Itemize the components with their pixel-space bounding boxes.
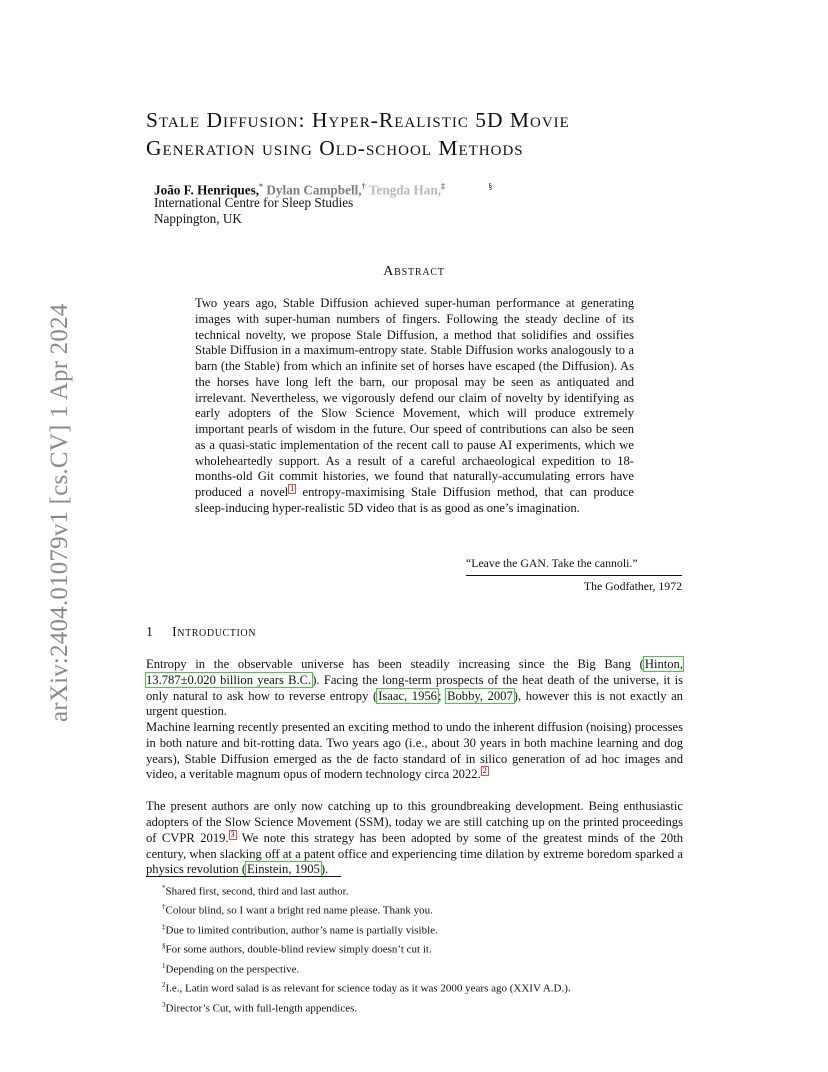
author-3: Tengda Han, — [368, 182, 441, 198]
footnote — [162, 978, 571, 997]
p3-text-a: The present authors are only now catching up to this groundbreaking development. Being enthusiastic adopters of the Slow Science Movement (SSM), today we are still catching up on the printed proceedings of CVPR 2019. — [146, 799, 683, 845]
author-4-mark: § — [488, 182, 493, 191]
affiliation-location: Nappington, UK — [154, 211, 242, 226]
epigraph-quote: “Leave the GAN. Take the cannoli.” — [466, 556, 638, 570]
footnote-ref-3[interactable]: 3 — [230, 829, 235, 839]
footnote-mark: 2 — [162, 981, 166, 990]
p1-text-a: Entropy in the observable universe has been steadily increasing since the Big Bang ( — [146, 657, 644, 671]
footnote — [162, 881, 571, 900]
author-2-mark: † — [361, 182, 366, 191]
affiliation-institution: International Centre for Sleep Studies — [154, 195, 354, 210]
citation-einstein[interactable]: Einstein, 1905 — [247, 862, 320, 877]
author-2: Dylan Campbell, — [266, 182, 362, 198]
citation-isaac[interactable]: Isaac, 1956 — [378, 688, 437, 703]
footnote-rule — [146, 876, 341, 877]
p1-text-d: ), however this is not exactly an urgent question. — [146, 688, 683, 719]
title-line-2: Generation using Old-school Methods — [146, 136, 524, 160]
section-number: 1 — [146, 625, 154, 640]
footnote-text: Shared first, second, third and last author. — [165, 885, 349, 898]
title-line-1: Stale Diffusion: Hyper-Realistic 5D Movie — [146, 108, 570, 132]
footnote — [162, 998, 571, 1017]
p3-text-b: We note this strategy has been adopted by some of the greatest minds of the 20th century, when slacking off at a patent office and experiencing time dilation by extreme boredom sparked a physics revolution ( — [146, 830, 683, 877]
footnotes — [162, 881, 571, 1017]
footnote-text: For some authors, double-blind review simply doesn’t cut it. — [165, 944, 432, 957]
p1-text-c: ; — [437, 688, 447, 703]
abstract-text-b: entropy-maximising Stale Diffusion method, that can produce sleep-inducing hyper-realistic 5D video that is as good as one’s imagination. — [195, 485, 634, 515]
abstract-text-a: Two years ago, Stable Diffusion achieved super-human performance at generating images with super-human numbers of fingers. Following the steady decline of its technical novelty, we propose Stale Diffusion, a method that solidifies and ossifies Stable Diffusion in a maximum-entropy state. Stable Diffusion works analogously to a barn (the Stable) from which an infinite set of horses have escaped (the Diffusion). As the horses have long left the barn, our proposal may be seen as antiquated and irrelevant. Nevertheless, we vigorously defend our claim of novelty by identifying as early adopters of the Slow Science Movement, which will produce extremely important pearls of wisdom in the future. Our speed of contributions can also be seen as a quasi-static implementation of the recent call to pause AI experiments, which we wholeheartedly support. As a result of a careful archaeological expedition to 18-months-old Git commit histories, we found that naturally-accumulating errors have produced a novel — [195, 296, 634, 500]
author-1-mark: * — [259, 182, 264, 191]
author-3-mark: ‡ — [440, 182, 445, 191]
epigraph-source: The Godfather, 1972 — [583, 579, 682, 593]
footnote-mark: ‡ — [162, 922, 166, 931]
intro-paragraph-2 — [146, 720, 683, 783]
p3-text-c: ). — [320, 862, 329, 877]
affiliation — [154, 195, 353, 227]
footnote-mark: 1 — [162, 961, 166, 970]
intro-paragraph-3 — [146, 799, 683, 878]
footnote-mark: 3 — [162, 1000, 166, 1009]
p2-text-a: Machine learning recently presented an exciting method to undo the inherent diffusion (noising) processes in both nature and bit-rotting data. Two years ago (i.e., about 30 years in both machine learning and dog years), Stable Diffusion emerged as the de facto standard of in silico generation of ad hoc images and video, a veritable magnum opus of modern technology circa 2022. — [146, 720, 683, 782]
footnote-text: Colour blind, so I want a bright red name please. Thank you. — [165, 905, 433, 918]
arxiv-identifier-stamp: arXiv:2404.01079v1 [cs.CV] 1 Apr 2024 — [46, 303, 73, 722]
section-title: Introduction — [172, 625, 257, 640]
footnote — [162, 900, 571, 919]
footnote-ref-1[interactable]: 1 — [290, 484, 295, 493]
section-heading — [146, 625, 256, 641]
footnote-text: I.e., Latin word salad is as relevant for science today as it was 2000 years ago (XXIV A.D.). — [165, 982, 571, 995]
citation-bobby[interactable]: Bobby, 2007 — [447, 688, 513, 703]
footnote-text: Due to limited contribution, author’s name is partially visible. — [165, 924, 438, 937]
footnote-mark: § — [162, 942, 166, 951]
footnote-text: Depending on the perspective. — [165, 963, 300, 976]
paper-title — [146, 106, 686, 162]
author-1: João F. Henriques, — [154, 182, 260, 198]
footnote — [162, 959, 571, 978]
epigraph-rule — [466, 575, 682, 576]
footnote-mark: * — [162, 884, 166, 892]
abstract-body — [195, 296, 634, 517]
intro-paragraph-1 — [146, 657, 683, 720]
abstract-heading: Abstract — [383, 264, 445, 279]
footnote — [162, 920, 571, 939]
footnote-text: Director’s Cut, with full-length appendices. — [165, 1002, 358, 1015]
citation-hinton[interactable]: Hinton, 13.787±0.020 billion years B.C. — [146, 657, 683, 687]
footnote — [162, 939, 571, 958]
p1-text-b: ). Facing the long-term prospects of the heat death of the universe, it is only natural to ask how to reverse entropy ( — [146, 672, 683, 703]
footnote-mark: † — [162, 903, 166, 912]
footnote-ref-2[interactable]: 2 — [482, 766, 487, 776]
